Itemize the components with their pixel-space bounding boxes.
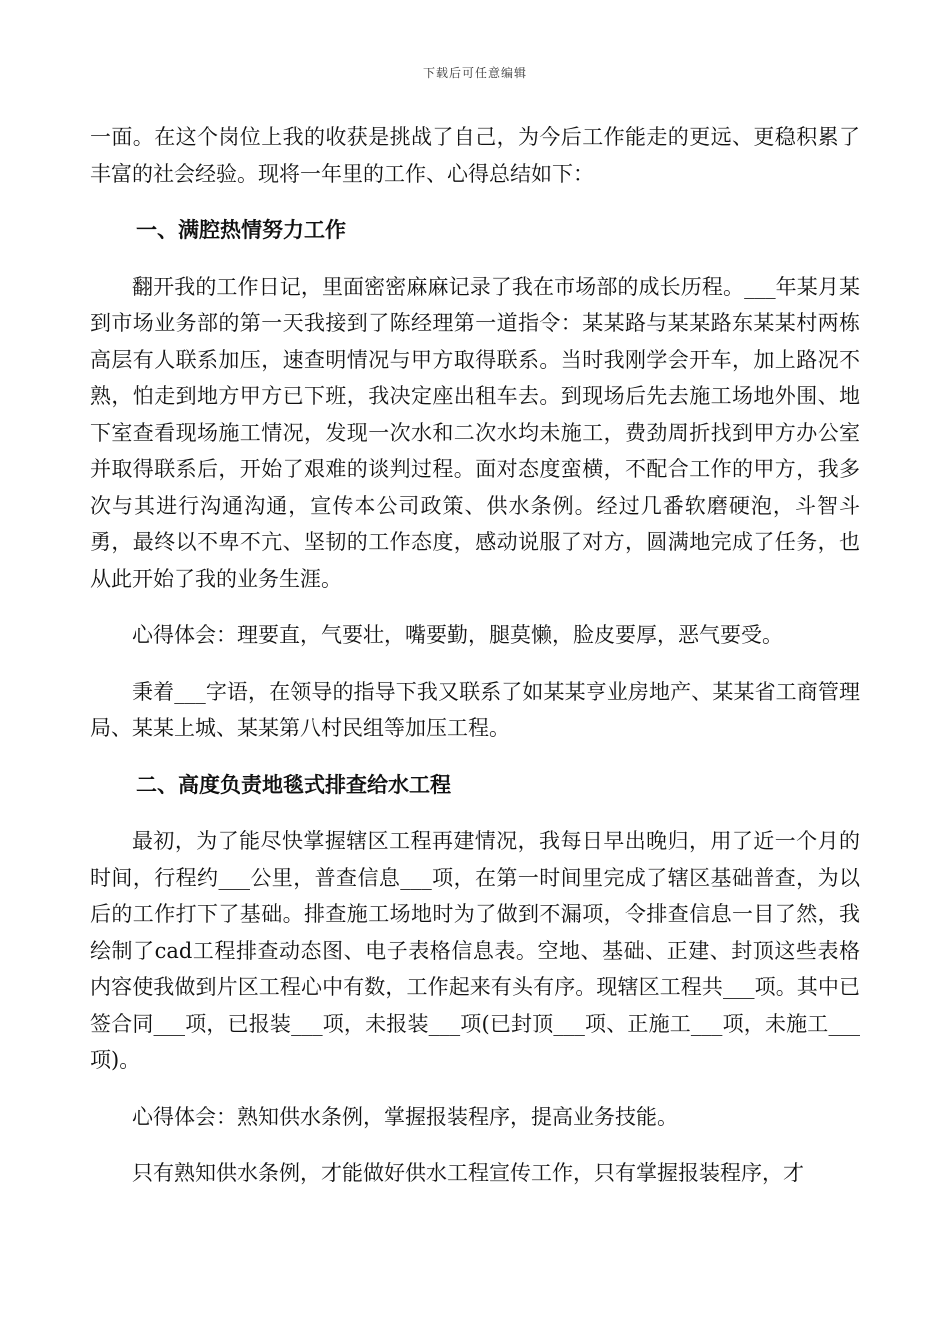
paragraph-survey: 最初，为了能尽快掌握辖区工程再建情况，我每日早出晚归，用了近一个月的时间，行程约___公里，普查信息___项，在第一时间里完成了辖区基础普查，为以后的工作打下了基础。排查施工场地时为了做到不漏项，令排查信息一目了然，我绘制了cad工程排查动态图、电子表格信息表。空地、基础、正建、封顶这些表格内容使我做到片区工程心中有数，工作起来有头有序。现辖区工程共___项。其中已签合同___项，已报装___项，未报装___项(已封顶___项、正施工___项，未施工___项)。: [90, 829, 860, 1072]
paragraph-experience-2: 心得体会：熟知供水条例，掌握报装程序，提高业务技能。: [132, 1104, 678, 1129]
page-header-note: 下载后可任意编辑: [422, 66, 527, 80]
paragraph-conclusion: 只有熟知供水条例，才能做好供水工程宣传工作，只有掌握报装程序，才: [132, 1161, 804, 1185]
paragraph-intro: 一面。在这个岗位上我的收获是挑战了自己，为今后工作能走的更远、更稳积累了丰富的社会经验。现将一年里的工作、心得总结如下：: [90, 125, 860, 186]
section-heading-1: 一、满腔热情努力工作: [136, 218, 346, 242]
document-body: [90, 119, 860, 1212]
section-heading-2: 二、高度负责地毯式排查给水工程: [136, 772, 451, 797]
paragraph-experience-1: 心得体会：理要直，气要壮，嘴要勤，腿莫懒，脸皮要厚，恶气要受。: [132, 623, 783, 647]
paragraph-work-diary: 翻开我的工作日记，里面密密麻麻记录了我在市场部的成长历程。___年某月某到市场业务部的第一天我接到了陈经理第一道指令：某某路与某某路东某某村两栋高层有人联系加压，速查明情况与甲方取得联系。当时我刚学会开车，加上路况不熟，怕走到地方甲方已下班，我决定座出租车去。到现场后先去施工场地外围、地下室查看现场施工情况，发现一次水和二次水均未施工，费劲周折找到甲方办公室并取得联系后，开始了艰难的谈判过程。面对态度蛮横，不配合工作的甲方，我多次与其进行沟通沟通，宣传本公司政策、供水条例。经过几番软磨硬泡，斗智斗勇，最终以不卑不亢、坚韧的工作态度，感动说服了对方，圆满地完成了任务，也从此开始了我的业务生涯。: [90, 274, 860, 591]
paragraph-projects: 秉着___字语，在领导的指导下我又联系了如某某亨业房地产、某某省工商管理局、某某上城、某某第八村民组等加压工程。: [90, 679, 860, 740]
